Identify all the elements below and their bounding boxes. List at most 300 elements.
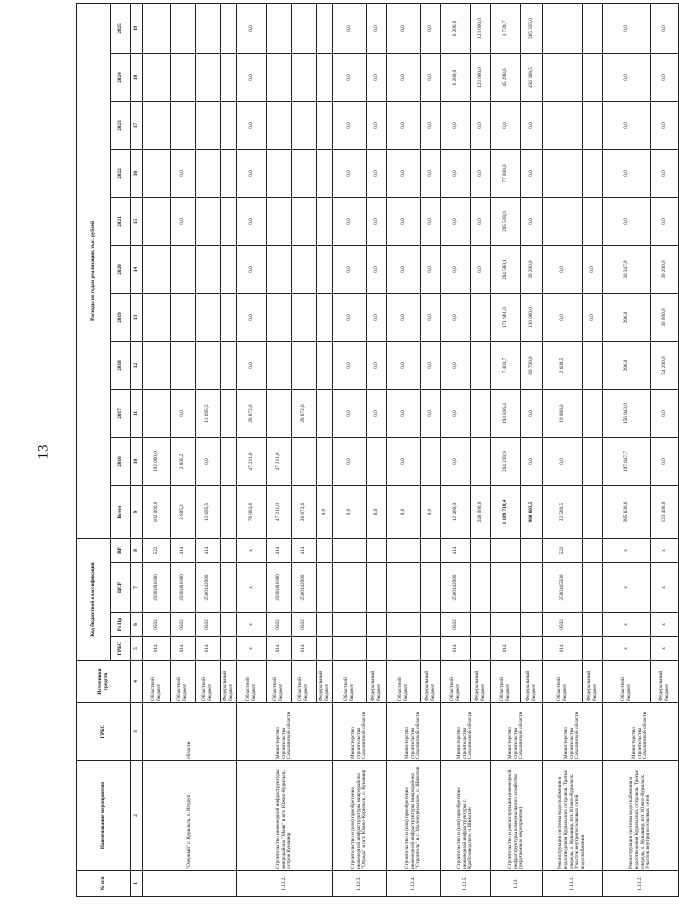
- amount-cell: 47 211,0: [267, 438, 292, 486]
- kbk-code: 25001R1000: [267, 563, 292, 613]
- amount-cell: [543, 198, 583, 246]
- amount-cell: 0,0: [367, 390, 387, 438]
- column-index: 9: [131, 486, 143, 539]
- column-index: 15: [131, 198, 143, 246]
- col-year: 2016: [111, 438, 131, 486]
- amount-cell: [292, 150, 317, 198]
- kbk-code: х: [237, 563, 267, 613]
- kbk-code: [367, 563, 387, 613]
- kbk-code: 2500142090: [441, 563, 471, 613]
- kbk-code: [333, 613, 367, 637]
- amount-cell: [317, 54, 333, 102]
- column-index: 11: [131, 390, 143, 438]
- amount-cell: [317, 246, 333, 294]
- amount-cell: [471, 342, 491, 390]
- amount-cell: 0,0: [237, 3, 267, 53]
- kbk-code: [521, 637, 543, 661]
- amount-cell: 0,0: [651, 102, 679, 150]
- amount-cell: [196, 246, 221, 294]
- kbk-code: [521, 539, 543, 563]
- amount-cell: 0,0: [521, 102, 543, 150]
- amount-cell: [143, 54, 171, 102]
- amount-cell: [292, 294, 317, 342]
- amount-cell: [292, 102, 317, 150]
- kbk-code: х: [603, 539, 651, 563]
- col-year: 2017: [111, 390, 131, 438]
- amount-cell: 0,0: [651, 150, 679, 198]
- amount-cell: 284 580,1: [491, 246, 521, 294]
- amount-cell: 0,0: [441, 102, 471, 150]
- activity-name: Реконструкция системы водоснабжения и водоотведения Курильских островов. Третья очередь, о. Кунашир, пгт. Южно-Курильск. Участок внутрипоселковых сетей: [603, 761, 679, 871]
- amount-cell: 0,0: [387, 102, 421, 150]
- amount-cell: 123 400,0: [651, 486, 679, 539]
- amount-cell: 47 211,0: [267, 486, 292, 539]
- kbk-code: [583, 613, 603, 637]
- activity-name: Реконструкция системы водоснабжения и водоотведения Курильских островов. Третья очередь, о. Кунашир, пгт. Южно-Курильск. Участок внутрипоселковых сетей водоснабжения: [543, 761, 603, 871]
- kbk-code: [221, 539, 237, 563]
- amount-cell: 0,0: [171, 198, 196, 246]
- column-index: 7: [131, 563, 143, 613]
- amount-cell: [196, 3, 221, 53]
- amount-cell: 0,0: [441, 390, 471, 438]
- column-index: 5: [131, 637, 143, 661]
- amount-cell: 385 830,6: [603, 486, 651, 539]
- amount-cell: 0,0: [583, 294, 603, 342]
- amount-cell: 47 211,0: [237, 438, 267, 486]
- kbk-code: 014: [171, 637, 196, 661]
- column-index: 16: [131, 150, 143, 198]
- funding-source: Федеральный бюджет: [367, 661, 387, 703]
- amount-cell: 396,0: [603, 294, 651, 342]
- row-number: [143, 871, 237, 897]
- kbk-code: 0502: [196, 613, 221, 637]
- kbk-code: х: [651, 563, 679, 613]
- funding-source: Федеральный бюджет: [421, 661, 441, 703]
- amount-cell: [471, 390, 491, 438]
- amount-cell: [267, 246, 292, 294]
- kbk-code: 0502: [543, 613, 583, 637]
- amount-cell: 69 700,0: [521, 342, 543, 390]
- amount-cell: 0,0: [603, 150, 651, 198]
- amount-cell: [221, 3, 237, 53]
- expenditure-table: [76, 3, 679, 897]
- amount-cell: 0,0: [237, 342, 267, 390]
- amount-cell: 0,0: [491, 102, 521, 150]
- amount-cell: 0,0: [387, 438, 421, 486]
- amount-cell: 28 872,6: [237, 390, 267, 438]
- kbk-code: х: [237, 613, 267, 637]
- amount-cell: [292, 438, 317, 486]
- kbk-code: 414: [267, 539, 292, 563]
- amount-cell: 0,0: [387, 150, 421, 198]
- column-index: 10: [131, 438, 143, 486]
- row-number: 1.12.4.: [387, 871, 441, 897]
- kbk-code: 414: [171, 539, 196, 563]
- amount-cell: 7 403,7: [491, 342, 521, 390]
- amount-cell: 130 000,0: [521, 294, 543, 342]
- amount-cell: [267, 342, 292, 390]
- amount-cell: [171, 246, 196, 294]
- col-year: 2022: [111, 150, 131, 198]
- amount-cell: [143, 102, 171, 150]
- amount-cell: 0,0: [651, 54, 679, 102]
- kbk-code: 0502: [267, 613, 292, 637]
- table-row: [237, 3, 267, 896]
- amount-cell: [143, 3, 171, 53]
- amount-cell: 0,0: [441, 198, 471, 246]
- amount-cell: 39 200,0: [521, 246, 543, 294]
- grbs-name: Министерство строительства Сахалинской области: [333, 703, 387, 761]
- amount-cell: [543, 150, 583, 198]
- kbk-code: 014: [543, 637, 583, 661]
- funding-source: Областной бюджет: [237, 661, 267, 703]
- amount-cell: [267, 390, 292, 438]
- kbk-code: [471, 637, 491, 661]
- amount-cell: [471, 438, 491, 486]
- amount-cell: [317, 390, 333, 438]
- activity-name: "Озерный" г. Курильск, о. Итуруп: [143, 761, 237, 871]
- kbk-code: х: [237, 539, 267, 563]
- amount-cell: 0,0: [421, 3, 441, 53]
- amount-cell: [583, 198, 603, 246]
- amount-cell: [583, 486, 603, 539]
- column-index: 17: [131, 102, 143, 150]
- kbk-code: [367, 637, 387, 661]
- amount-cell: 0,0: [421, 342, 441, 390]
- funding-source: Областной бюджет: [491, 661, 521, 703]
- amount-cell: 204 238,9: [491, 438, 521, 486]
- activity-name: Строительство и (или) приобретение инженерной инфраструктуры с. Крабозаводское, о.Шикотан: [441, 761, 491, 871]
- amount-cell: [221, 246, 237, 294]
- amount-cell: [317, 342, 333, 390]
- funding-source: Областной бюджет: [143, 661, 171, 703]
- kbk-code: [521, 563, 543, 613]
- amount-cell: 0,0: [603, 102, 651, 150]
- amount-cell: [196, 342, 221, 390]
- amount-cell: [221, 294, 237, 342]
- amount-cell: [317, 102, 333, 150]
- amount-cell: 123 000,0: [471, 3, 491, 53]
- amount-cell: 0,0: [333, 54, 367, 102]
- amount-cell: [143, 246, 171, 294]
- grbs-name: Министерство строительства Сахалинской области: [441, 703, 491, 761]
- activity-name: Строительство инженерной инфраструктуры микрорайона "Маяк" в пгт. Южно-Курильск, остров Кунашир: [237, 761, 333, 871]
- amount-cell: 0,0: [521, 438, 543, 486]
- col-name: Наименование мероприятия: [77, 761, 131, 871]
- amount-cell: 13 695,5: [196, 390, 221, 438]
- amount-cell: 0,0: [367, 486, 387, 539]
- amount-cell: 3 739,7: [491, 3, 521, 53]
- column-index-row: [131, 3, 143, 896]
- funding-source: Областной бюджет: [543, 661, 583, 703]
- amount-cell: 0,0: [237, 294, 267, 342]
- kbk-code: [221, 563, 237, 613]
- kbk-code: 014: [143, 637, 171, 661]
- kbk-code: [221, 637, 237, 661]
- amount-cell: [221, 342, 237, 390]
- amount-cell: 0,0: [237, 198, 267, 246]
- activity-name: Строительство и (или) приобретение инженерной инфраструктуры микрорайона "Строитель" в с. Малокурильское, о. Шикотан: [387, 761, 441, 871]
- kbk-code: [471, 613, 491, 637]
- amount-cell: 0,0: [651, 438, 679, 486]
- amount-cell: 0,0: [333, 438, 367, 486]
- amount-cell: 0,0: [521, 390, 543, 438]
- amount-cell: 197 847,7: [603, 438, 651, 486]
- row-number: 1.12.2.: [237, 871, 333, 897]
- kbk-code: х: [651, 539, 679, 563]
- amount-cell: [317, 150, 333, 198]
- kbk-code: х: [603, 637, 651, 661]
- amount-cell: [221, 102, 237, 150]
- kbk-code: [387, 637, 421, 661]
- amount-cell: [583, 54, 603, 102]
- amount-cell: 19 980,0: [543, 390, 583, 438]
- amount-cell: 0,0: [387, 198, 421, 246]
- amount-cell: [171, 294, 196, 342]
- amount-cell: [267, 102, 292, 150]
- amount-cell: 13 695,5: [196, 486, 221, 539]
- amount-cell: 0,0: [171, 150, 196, 198]
- amount-cell: [143, 342, 171, 390]
- kbk-code: 2500142090: [196, 563, 221, 613]
- amount-cell: 0,0: [471, 102, 491, 150]
- amount-cell: 0,0: [441, 150, 471, 198]
- amount-cell: 0,0: [521, 198, 543, 246]
- column-index: 1: [131, 871, 143, 897]
- amount-cell: 0,0: [333, 486, 367, 539]
- table-row: [387, 3, 421, 896]
- amount-cell: [583, 390, 603, 438]
- kbk-code: [317, 539, 333, 563]
- table-header: [77, 3, 131, 896]
- kbk-code: [387, 539, 421, 563]
- kbk-code: 25001R1000: [143, 563, 171, 613]
- amount-cell: 0,0: [421, 486, 441, 539]
- amount-cell: 123 000,0: [471, 54, 491, 102]
- grbs-name: Министерство строительства Сахалинской области: [491, 703, 543, 761]
- kbk-code: 522: [143, 539, 171, 563]
- amount-cell: 0,0: [237, 246, 267, 294]
- kbk-code: 0502: [441, 613, 471, 637]
- funding-source: Федеральный бюджет: [221, 661, 237, 703]
- kbk-code: [491, 563, 521, 613]
- amount-cell: 0,0: [387, 246, 421, 294]
- amount-cell: [267, 3, 292, 53]
- kbk-code: [387, 563, 421, 613]
- amount-cell: 0,0: [333, 102, 367, 150]
- amount-cell: 396,0: [603, 342, 651, 390]
- kbk-code: 414: [292, 539, 317, 563]
- column-index: 3: [131, 703, 143, 761]
- funding-source: Областной бюджет: [171, 661, 196, 703]
- col-year: 2021: [111, 198, 131, 246]
- amount-cell: [221, 198, 237, 246]
- kbk-code: [471, 539, 491, 563]
- funding-source: Федеральный бюджет: [521, 661, 543, 703]
- kbk-code: [333, 539, 367, 563]
- col-year: 2019: [111, 294, 131, 342]
- amount-cell: [221, 486, 237, 539]
- funding-source: Федеральный бюджет: [651, 661, 679, 703]
- amount-cell: 0,0: [367, 246, 387, 294]
- col-kbk-group: Код бюджетной классификации: [77, 539, 111, 661]
- funding-source: Областной бюджет: [441, 661, 471, 703]
- kbk-code: [333, 637, 367, 661]
- amount-cell: 265 335,0: [521, 3, 543, 53]
- column-index: 2: [131, 761, 143, 871]
- col-expenses-group: Расходы по годам реализации, тыс. рублей: [77, 3, 111, 538]
- amount-cell: 28 872,6: [292, 486, 317, 539]
- amount-cell: [292, 3, 317, 53]
- row-number: 1.12.3.: [333, 871, 387, 897]
- kbk-code: [421, 539, 441, 563]
- kbk-code: [521, 613, 543, 637]
- table-row: [603, 3, 651, 896]
- amount-cell: 205 518,0: [491, 198, 521, 246]
- kbk-code: [317, 613, 333, 637]
- col-kbk: Рз Пр: [111, 613, 131, 637]
- amount-cell: 102 000,0: [143, 486, 171, 539]
- amount-cell: 0,0: [651, 390, 679, 438]
- amount-cell: 28 872,6: [292, 390, 317, 438]
- kbk-code: х: [651, 637, 679, 661]
- column-index: 13: [131, 294, 143, 342]
- amount-cell: 77 000,0: [491, 150, 521, 198]
- row-number: 1.13.: [491, 871, 543, 897]
- amount-cell: 0,0: [543, 438, 583, 486]
- kbk-code: [583, 539, 603, 563]
- grbs-name: Министерство строительства Сахалинской области: [387, 703, 441, 761]
- kbk-code: [333, 563, 367, 613]
- col-total: Всего: [111, 486, 131, 539]
- amount-cell: [221, 54, 237, 102]
- funding-source: Федеральный бюджет: [471, 661, 491, 703]
- col-year: 2020: [111, 246, 131, 294]
- kbk-code: 014: [292, 637, 317, 661]
- kbk-code: [317, 637, 333, 661]
- amount-cell: [317, 438, 333, 486]
- amount-cell: 6 200,0: [441, 54, 471, 102]
- kbk-code: [491, 539, 521, 563]
- amount-cell: 0,0: [421, 102, 441, 150]
- col-kbk: ГРБС: [111, 637, 131, 661]
- amount-cell: 0,0: [421, 246, 441, 294]
- kbk-code: х: [603, 563, 651, 613]
- amount-cell: [196, 198, 221, 246]
- amount-cell: 102 000,0: [143, 438, 171, 486]
- amount-cell: 0,0: [583, 246, 603, 294]
- amount-cell: 22 580,5: [543, 486, 583, 539]
- amount-cell: 0,0: [603, 198, 651, 246]
- amount-cell: 0,0: [441, 294, 471, 342]
- table-row: [441, 3, 471, 896]
- kbk-code: 014: [441, 637, 471, 661]
- amount-cell: 0,0: [603, 3, 651, 53]
- kbk-code: 0502: [143, 613, 171, 637]
- column-index: 18: [131, 54, 143, 102]
- amount-cell: [267, 150, 292, 198]
- activity-name: Строительство и (или) приобретение инженерной инфраструктуры микрорайона "Отрада" в пгт. Южно-Курильск, о. Кунашир: [333, 761, 387, 871]
- funding-source: Областной бюджет: [387, 661, 421, 703]
- kbk-code: [583, 637, 603, 661]
- grbs-name: Министерство строительства Сахалинской области: [603, 703, 679, 761]
- column-index: 12: [131, 342, 143, 390]
- amount-cell: 0,0: [237, 54, 267, 102]
- kbk-code: 414: [196, 539, 221, 563]
- activity-name: Строительство и реконструкция инженерной инфраструктуры коммунального хозяйства (укрупненное мероприятие): [491, 761, 543, 871]
- kbk-code: 0502: [292, 613, 317, 637]
- amount-cell: 2 600,5: [543, 342, 583, 390]
- funding-source: Федеральный бюджет: [583, 661, 603, 703]
- amount-cell: [267, 294, 292, 342]
- amount-cell: 0,0: [441, 246, 471, 294]
- amount-cell: [583, 102, 603, 150]
- table-row: [143, 3, 171, 896]
- funding-source: Федеральный бюджет: [317, 661, 333, 703]
- amount-cell: 0,0: [651, 3, 679, 53]
- amount-cell: [143, 294, 171, 342]
- amount-cell: 0,0: [387, 54, 421, 102]
- amount-cell: 0,0: [603, 54, 651, 102]
- amount-cell: [267, 54, 292, 102]
- amount-cell: 0,0: [196, 438, 221, 486]
- table-row: [333, 3, 367, 896]
- amount-cell: 0,0: [367, 150, 387, 198]
- amount-cell: 171 961,0: [491, 294, 521, 342]
- amount-cell: 0,0: [333, 198, 367, 246]
- amount-cell: 0,0: [471, 198, 491, 246]
- amount-cell: 0,0: [421, 198, 441, 246]
- row-number: 1.12.5.: [441, 871, 491, 897]
- grbs-name: Министерство строительства Сахалинской области: [543, 703, 603, 761]
- amount-cell: 0,0: [237, 150, 267, 198]
- amount-cell: 960 603,5: [521, 486, 543, 539]
- kbk-code: [421, 563, 441, 613]
- amount-cell: [196, 294, 221, 342]
- kbk-code: 25001R1000: [171, 563, 196, 613]
- amount-cell: [543, 102, 583, 150]
- amount-cell: 0,0: [543, 246, 583, 294]
- amount-cell: 54 200,0: [651, 342, 679, 390]
- amount-cell: [196, 102, 221, 150]
- amount-cell: 0,0: [421, 390, 441, 438]
- amount-cell: [583, 438, 603, 486]
- amount-cell: 0,0: [441, 342, 471, 390]
- kbk-code: 2500165500: [543, 563, 583, 613]
- amount-cell: [583, 150, 603, 198]
- amount-cell: 193 836,4: [491, 390, 521, 438]
- amount-cell: 0,0: [471, 150, 491, 198]
- amount-cell: [221, 438, 237, 486]
- kbk-code: [221, 613, 237, 637]
- amount-cell: 39 200,0: [651, 246, 679, 294]
- amount-cell: 156 943,0: [603, 390, 651, 438]
- col-year: 2024: [111, 54, 131, 102]
- grbs-name: области: [143, 703, 237, 761]
- amount-cell: 0,0: [387, 342, 421, 390]
- amount-cell: [196, 54, 221, 102]
- amount-cell: [317, 3, 333, 53]
- amount-cell: 0,0: [421, 150, 441, 198]
- col-year: 2018: [111, 342, 131, 390]
- amount-cell: 0,0: [367, 342, 387, 390]
- kbk-code: 2500142090: [292, 563, 317, 613]
- amount-cell: [543, 54, 583, 102]
- amount-cell: [583, 3, 603, 53]
- amount-cell: [292, 54, 317, 102]
- funding-source: Областной бюджет: [267, 661, 292, 703]
- amount-cell: [143, 390, 171, 438]
